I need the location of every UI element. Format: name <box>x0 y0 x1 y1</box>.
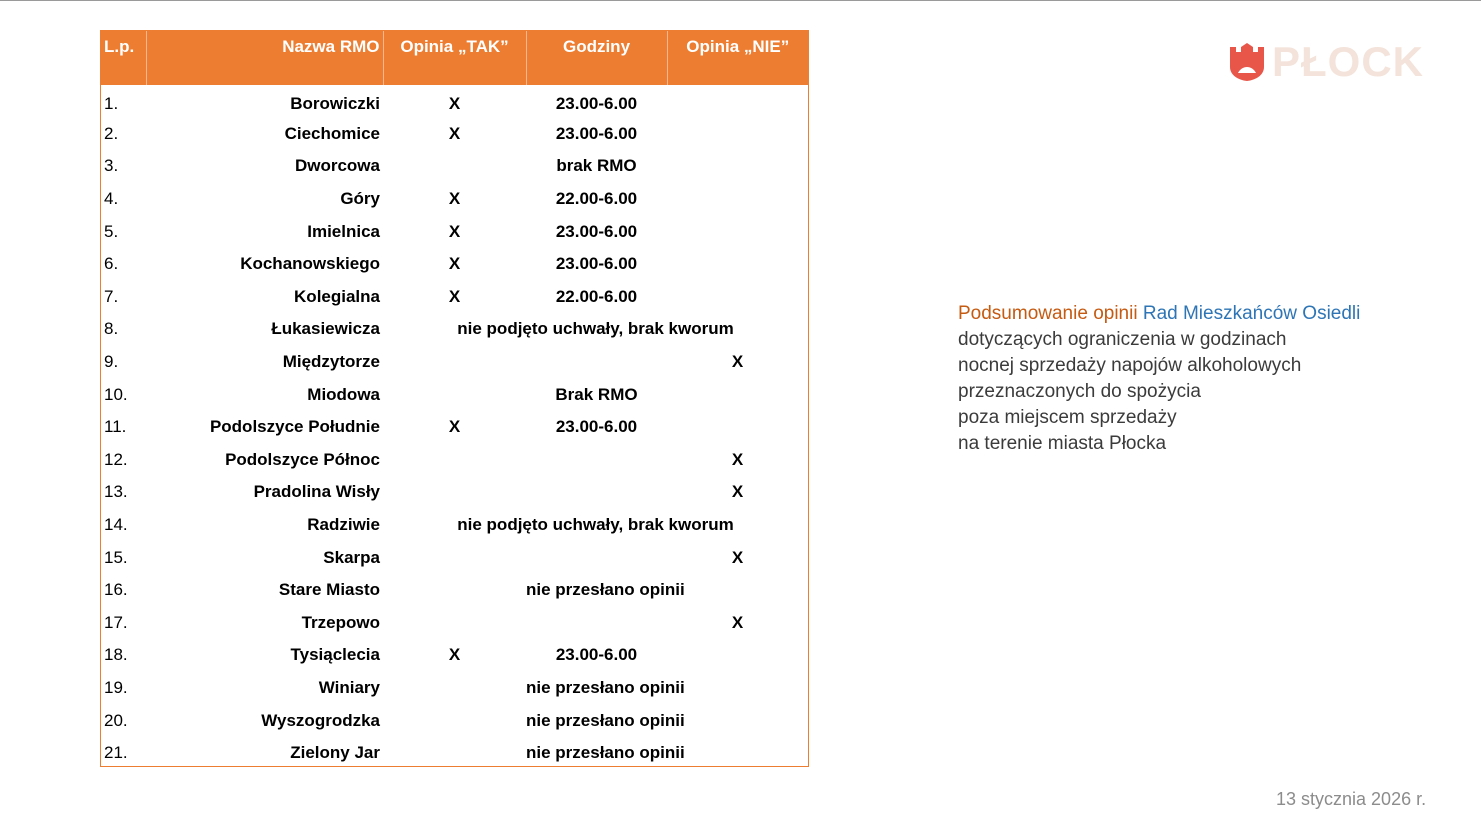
cell-opinion-yes <box>383 704 526 737</box>
cell-lp: 2. <box>104 123 119 143</box>
table-row <box>101 476 808 509</box>
table-row <box>101 248 808 281</box>
cell-hours: 22.00-6.00 <box>555 189 638 209</box>
cell-hours: 23.00-6.00 <box>555 123 638 143</box>
cell-name: Radziwie <box>307 515 380 535</box>
cell-name: Trzepowo <box>301 612 380 632</box>
table-row <box>101 313 808 346</box>
table-row <box>101 737 808 770</box>
table-row <box>101 444 808 477</box>
header-lp: L.p. <box>104 37 135 56</box>
cell-name: Łukasiewicza <box>271 319 380 339</box>
cell-hours: 23.00-6.00 <box>555 94 638 114</box>
cell-lp: 1. <box>104 94 119 114</box>
cell-opinion-no <box>667 737 808 770</box>
cell-opinion-yes <box>383 737 526 770</box>
cell-lp: 8. <box>104 319 119 339</box>
cell-opinion-no <box>667 411 808 444</box>
summary-text <box>958 301 1408 457</box>
cell-opinion-no <box>667 118 808 151</box>
cell-opinion-yes <box>383 607 526 640</box>
cell-hours <box>526 541 667 574</box>
cell-lp: 10. <box>104 384 128 404</box>
cell-opinion-yes <box>383 541 526 574</box>
cell-hours: nie przesłano opinii <box>526 580 685 600</box>
header-hours: Godziny <box>526 31 667 85</box>
cell-opinion-yes <box>383 444 526 477</box>
header-opinion-yes: Opinia „TAK” <box>383 31 526 85</box>
cell-hours <box>526 607 667 640</box>
cell-hours: 23.00-6.00 <box>555 417 638 437</box>
cell-opinion-yes: X <box>448 94 461 114</box>
cell-opinion-yes: X <box>448 286 461 306</box>
cell-name: Podolszyce Południe <box>209 417 380 437</box>
cell-lp: 9. <box>104 352 119 372</box>
cell-name: Góry <box>340 189 380 209</box>
plock-crest-icon <box>1228 43 1266 81</box>
cell-lp: 4. <box>104 189 119 209</box>
cell-opinion-yes <box>383 378 526 411</box>
cell-name: Dworcowa <box>294 156 380 176</box>
cell-hours: nie przesłano opinii <box>526 677 685 697</box>
table-row <box>101 672 808 705</box>
cell-lp: 6. <box>104 254 119 274</box>
cell-opinion-no <box>667 215 808 248</box>
cell-opinion-yes: X <box>448 123 461 143</box>
summary-line: przeznaczonych do spożycia <box>958 381 1201 402</box>
cell-hours: 22.00-6.00 <box>555 286 638 306</box>
cell-name: Borowiczki <box>290 94 380 114</box>
cell-opinion-yes <box>383 574 526 607</box>
cell-name: Winiary <box>318 677 380 697</box>
cell-lp: 16. <box>104 580 128 600</box>
table-body <box>101 85 808 769</box>
table-row <box>101 639 808 672</box>
cell-opinion-no <box>667 639 808 672</box>
slide-date: 13 stycznia 2026 r. <box>1276 789 1427 809</box>
table-row <box>101 574 808 607</box>
cell-lp: 12. <box>104 449 128 469</box>
cell-name: Tysiąclecia <box>290 645 380 665</box>
table-row <box>101 118 808 151</box>
cell-opinion-no <box>667 704 808 737</box>
cell-lp: 20. <box>104 710 128 730</box>
top-divider <box>0 0 1481 1</box>
cell-opinion-no <box>667 281 808 314</box>
table-row <box>101 378 808 411</box>
cell-opinion-yes <box>383 150 526 183</box>
cell-name: Stare Miasto <box>278 580 380 600</box>
cell-merged-status: nie podjęto uchwały, brak kworum <box>457 319 734 339</box>
cell-name: Ciechomice <box>284 123 380 143</box>
table-row <box>101 215 808 248</box>
cell-opinion-no: X <box>731 612 744 632</box>
cell-name: Pradolina Wisły <box>253 482 380 502</box>
cell-hours: 23.00-6.00 <box>555 254 638 274</box>
table-header-row <box>101 31 808 85</box>
cell-opinion-no <box>667 85 808 118</box>
table-row <box>101 281 808 314</box>
cell-lp: 17. <box>104 612 128 632</box>
cell-name: Podolszyce Północ <box>225 449 380 469</box>
cell-hours: 23.00-6.00 <box>555 221 638 241</box>
cell-lp: 18. <box>104 645 128 665</box>
cell-opinion-no: X <box>731 449 744 469</box>
cell-opinion-yes <box>383 476 526 509</box>
cell-opinion-yes: X <box>448 417 461 437</box>
summary-title <box>958 301 1408 327</box>
cell-opinion-no <box>667 378 808 411</box>
summary-line: dotyczących ograniczenia w godzinach <box>958 329 1287 350</box>
cell-opinion-no: X <box>731 547 744 567</box>
cell-lp: 11. <box>104 417 127 437</box>
rmo-opinions-table <box>100 30 809 767</box>
cell-name: Kochanowskiego <box>240 254 380 274</box>
table-row <box>101 346 808 379</box>
cell-opinion-no <box>667 150 808 183</box>
table-row <box>101 607 808 640</box>
cell-name: Zielony Jar <box>290 743 380 763</box>
cell-hours: brak RMO <box>556 156 637 176</box>
cell-hours <box>526 346 667 379</box>
cell-opinion-yes: X <box>448 189 461 209</box>
cell-hours <box>526 444 667 477</box>
cell-lp: 19. <box>104 677 128 697</box>
table-row <box>101 150 808 183</box>
cell-name: Imielnica <box>307 221 380 241</box>
cell-opinion-yes: X <box>448 254 461 274</box>
table-row <box>101 509 808 542</box>
table-row <box>101 183 808 216</box>
summary-line: na terenie miasta Płocka <box>958 433 1167 454</box>
cell-lp: 14. <box>104 515 128 535</box>
header-name: Nazwa RMO <box>146 31 383 85</box>
cell-hours: nie przesłano opinii <box>526 710 685 730</box>
cell-merged-status: nie podjęto uchwały, brak kworum <box>457 515 734 535</box>
cell-opinion-yes <box>383 672 526 705</box>
cell-opinion-no <box>667 672 808 705</box>
cell-opinion-no <box>667 248 808 281</box>
summary-title-part2: Rad Mieszkańców Osiedli <box>1142 303 1361 324</box>
cell-lp: 15. <box>104 547 128 567</box>
header-opinion-no: Opinia „NIE” <box>667 31 808 85</box>
table-row <box>101 541 808 574</box>
cell-lp: 3. <box>104 156 119 176</box>
cell-name: Wyszogrodzka <box>261 710 380 730</box>
cell-opinion-no <box>667 574 808 607</box>
cell-name: Kolegialna <box>294 286 380 306</box>
cell-hours <box>526 476 667 509</box>
logo-text: PŁOCK <box>1272 38 1424 85</box>
cell-hours: Brak RMO <box>555 384 638 404</box>
cell-opinion-yes <box>383 346 526 379</box>
table-row <box>101 704 808 737</box>
table-row <box>101 85 808 118</box>
cell-opinion-yes: X <box>448 645 461 665</box>
cell-opinion-no: X <box>731 352 744 372</box>
cell-opinion-no <box>667 183 808 216</box>
cell-hours: 23.00-6.00 <box>555 645 638 665</box>
cell-name: Międzytorze <box>282 352 380 372</box>
table-row <box>101 411 808 444</box>
cell-name: Skarpa <box>323 547 380 567</box>
cell-hours: nie przesłano opinii <box>526 743 685 763</box>
summary-line: nocnej sprzedaży napojów alkoholowych <box>958 355 1302 376</box>
summary-line: poza miejscem sprzedaży <box>958 407 1177 428</box>
cell-lp: 21. <box>104 743 128 763</box>
cell-lp: 7. <box>104 286 119 306</box>
summary-title-part1: Podsumowanie opinii <box>958 303 1138 324</box>
plock-logo <box>1228 38 1424 85</box>
cell-lp: 13. <box>104 482 128 502</box>
cell-lp: 5. <box>104 221 119 241</box>
cell-opinion-yes: X <box>448 221 461 241</box>
cell-opinion-no: X <box>731 482 744 502</box>
cell-name: Miodowa <box>307 384 380 404</box>
